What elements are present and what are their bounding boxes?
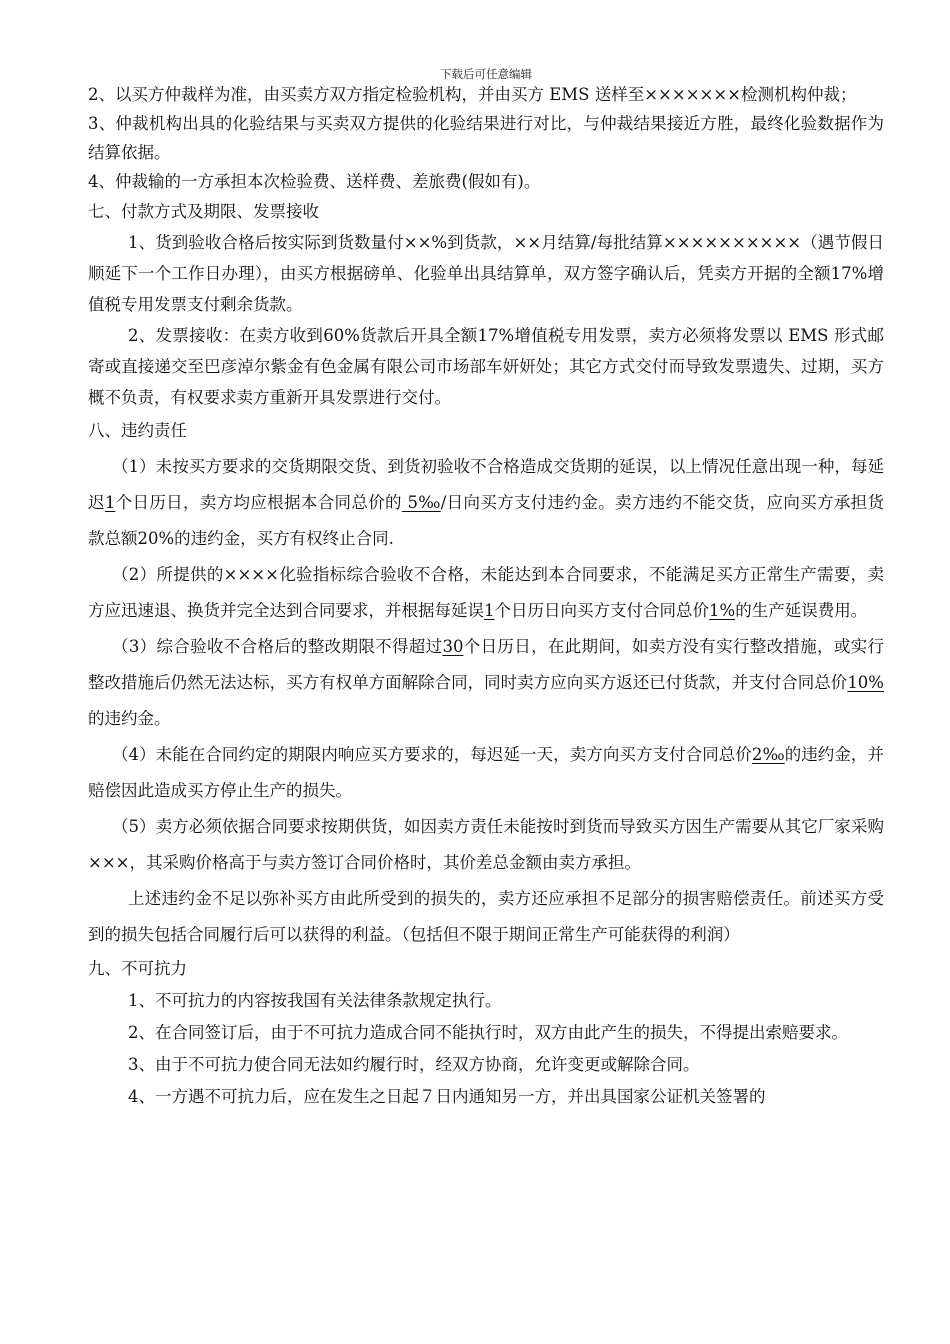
paragraph-8-4 <box>88 737 884 809</box>
paragraph-7-1: 1、货到验收合格后按实际到货数量付××%到货款，××月结算/每批结算××××××××××（遇节假日顺延下一个工作日办理），由买方根据磅单、化验单出具结算单，双方签字确认后，凭卖方开据的全额17%增值税专用发票支付剩余货款。 <box>88 233 884 314</box>
underlined-value: 1% <box>709 601 736 620</box>
text-run: 个日历日，在此期间，如卖方没有实行整改措施，或实行整改措施后仍然无法达标，买方有权单方面解除合同，同时卖方应向买方返还已付货款，并支付合同总价 <box>88 637 885 692</box>
section-seven <box>88 196 884 413</box>
document-body <box>88 80 884 1113</box>
text-run: 的违约金，并赔偿因此造成买方停止生产的损失。 <box>88 745 884 800</box>
text-run: /日向买方支付违约金。卖方违约不能交货，应向买方承担货款总额20%的违约金，买方有权终止合同. <box>88 493 885 548</box>
section-nine-title: 九、不可抗力 <box>88 959 187 978</box>
paragraph-6-4: 4、仲裁输的一方承担本次检验费、送样费、差旅费(假如有)。 <box>88 172 541 191</box>
underlined-value: 10% <box>847 673 884 692</box>
page-header-note: 下载后可任意编辑 <box>440 67 532 81</box>
text-run: 个日历日，卖方均应根据本合同总价的 <box>115 493 402 512</box>
text-run: 个日历日向买方支付合同总价 <box>494 601 709 620</box>
paragraph-9-1: 1、不可抗力的内容按我国有关法律条款规定执行。 <box>128 991 502 1010</box>
paragraph-9-3: 3、由于不可抗力使合同无法如约履行时，经双方协商，允许变更或解除合同。 <box>128 1055 700 1074</box>
underlined-value: 5‰ <box>401 493 441 512</box>
paragraph-8-5: （5）卖方必须依据合同要求按期供货，如因卖方责任未能按时到货而导致买方因生产需要从其它厂家采购×××，其采购价格高于与卖方签订合同价格时，其价差总金额由卖方承担。 <box>88 817 884 872</box>
text-run: （2）所提供的××××化验指标综合验收不合格，未能达到本合同要求，不能满足买方正常生产需要，卖方应迅速退、换货并完全达到合同要求，并根据每延误 <box>88 565 884 620</box>
paragraph-6-3: 3、仲裁机构出具的化验结果与买卖双方提供的化验结果进行对比，与仲裁结果接近方胜，最终化验数据作为结算依据。 <box>88 114 884 162</box>
section-six-continued <box>88 80 884 196</box>
text-run: （4）未能在合同约定的期限内响应买方要求的，每迟延一天，卖方向买方支付合同总价 <box>112 745 752 764</box>
text-run: （1）未按买方要求的交货期限交货、到货初验收不合格造成交货期的延误，以上情况任意出现一种，每延迟 <box>88 457 884 512</box>
paragraph-8-1 <box>88 449 884 557</box>
underlined-value: 2‰ <box>751 745 785 764</box>
paragraph-6-2: 2、以买方仲裁样为准，由买卖方双方指定检验机构，并由买方 EMS 送样至×××××××检测机构仲裁； <box>88 85 857 104</box>
text-run: 的违约金。 <box>88 709 171 728</box>
section-eight-title: 八、违约责任 <box>88 421 187 440</box>
paragraph-9-4: 4、一方遇不可抗力后，应在发生之日起７日内通知另一方，并出具国家公证机关签署的 <box>128 1087 766 1106</box>
section-seven-title: 七、付款方式及期限、发票接收 <box>88 202 319 221</box>
section-nine <box>88 953 884 1113</box>
underlined-value: 1 <box>484 601 495 620</box>
paragraph-8-3 <box>88 629 884 737</box>
text-run: （3）综合验收不合格后的整改期限不得超过 <box>112 637 443 656</box>
underlined-value: 1 <box>104 493 116 512</box>
paragraph-9-2: 2、在合同签订后，由于不可抗力造成合同不能执行时，双方由此产生的损失，不得提出索赔要求。 <box>128 1023 848 1042</box>
paragraph-8-6: 上述违约金不足以弥补买方由此所受到的损失的，卖方还应承担不足部分的损害赔偿责任。前述买方受到的损失包括合同履行后可以获得的利益。（包括但不限于期间正常生产可能获得的利润） <box>88 889 884 944</box>
section-eight <box>88 413 884 953</box>
paragraph-7-2: 2、发票接收：在卖方收到60%货款后开具全额17%增值税专用发票，卖方必须将发票以 EMS 形式邮寄或直接递交至巴彦淖尔紫金有色金属有限公司市场部车妍妍处；其它方式交付而导致发票遗失、过期，买方概不负责，有权要求卖方重新开具发票进行交付。 <box>88 326 884 407</box>
paragraph-8-2 <box>88 557 884 629</box>
text-run: 的生产延误费用。 <box>735 601 868 620</box>
underlined-value: 30 <box>442 637 464 656</box>
